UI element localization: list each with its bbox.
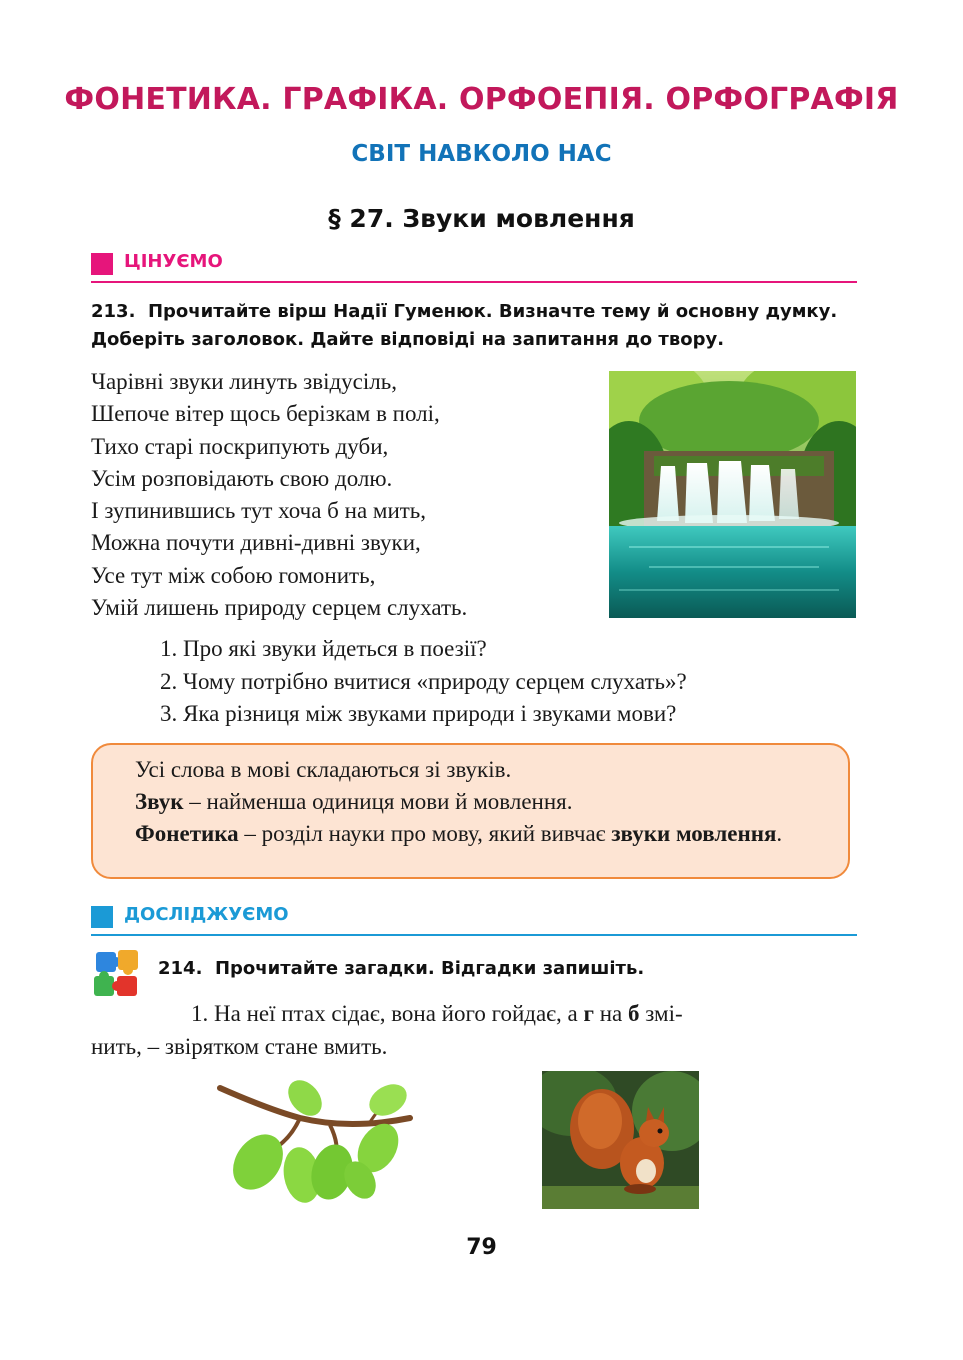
poem-line: Шепоче вітер щось берізкам в полі,: [91, 401, 440, 427]
branch-image: [210, 1080, 420, 1205]
question-item: 3. Яка різниця між звуками природи і звуками мови?: [160, 701, 677, 726]
chapter-title: ФОНЕТИКА. ГРАФІКА. ОРФОЕПІЯ. ОРФОГРАФІЯ: [64, 82, 899, 117]
rule-term: Звук: [135, 789, 184, 814]
question-item: 2. Чому потрібно вчитися «природу серцем слухать»?: [160, 668, 687, 694]
poem-line: І зупинившись тут хоча б на мить,: [91, 498, 427, 524]
task-text: Прочитайте вірш Надії Гуменюк. Визначте тему й основну думку.: [147, 301, 838, 322]
rule-line: [103, 786, 840, 818]
squirrel-image: [542, 1071, 699, 1209]
poem-line: Усім розповідають свою долю.: [91, 465, 393, 491]
exercise-214-task: [158, 955, 858, 983]
puzzle-icon: [90, 948, 144, 1004]
exercise-number: 213.: [91, 301, 136, 322]
section-label-value: ЦІНУЄМО: [124, 251, 223, 272]
page-number: 79: [466, 1235, 497, 1260]
riddle-letter: б: [628, 1001, 640, 1026]
chapter-subtitle: СВІТ НАВКОЛО НАС: [351, 141, 612, 167]
poem-line: Тихо старі поскрипують дуби,: [91, 433, 389, 459]
task-text: Доберіть заголовок. Дайте відповіді на запитання до твору.: [91, 329, 725, 350]
poem-line: Чарівні звуки линуть звідусіль,: [91, 369, 397, 394]
section-label-explore: ДОСЛІДЖУЄМО: [124, 904, 289, 925]
section-divider: [91, 281, 857, 283]
poem-line: Умій лишень природу серцем слухать.: [91, 595, 468, 621]
riddle-letter: г: [583, 1001, 594, 1026]
poem: [91, 366, 467, 624]
exercise-213-task: [91, 298, 861, 354]
rule-end: .: [776, 821, 783, 846]
poem-line: Можна почути дивні-дивні звуки,: [91, 530, 421, 556]
section-title: § 27. Звуки мовлення: [328, 204, 635, 233]
rule-term: звуки мовлення: [611, 821, 777, 846]
riddle-line: 1. На неї птах сідає, вона його гойдає, а г на б змі-: [191, 1001, 683, 1026]
waterfall-image: [609, 371, 856, 618]
rule-line: [103, 818, 840, 850]
poem-line: Усе тут між собою гомонить,: [91, 562, 376, 588]
rule-definition: – розділ науки про мову, який вивчає: [238, 821, 612, 846]
exercise-number: 214.: [158, 958, 203, 979]
rule-definition: – найменша одиниця мови й мовлення.: [183, 789, 573, 814]
rule-box: [91, 743, 850, 879]
section-divider: [91, 934, 857, 936]
question-item: 1. Про які звуки йдеться в поезії?: [160, 636, 487, 661]
rule-line: Усі слова в мові складаються зі звуків.: [135, 757, 512, 782]
riddle: [91, 998, 857, 1063]
rule-term: Фонетика: [135, 821, 239, 846]
questions-list: [160, 633, 687, 731]
section-marker: [91, 906, 113, 928]
task-text: Прочитайте загадки. Відгадки запишіть.: [214, 958, 645, 979]
section-marker: [91, 253, 113, 275]
riddle-line: нить, – звірятком стане вмить.: [91, 1033, 388, 1059]
